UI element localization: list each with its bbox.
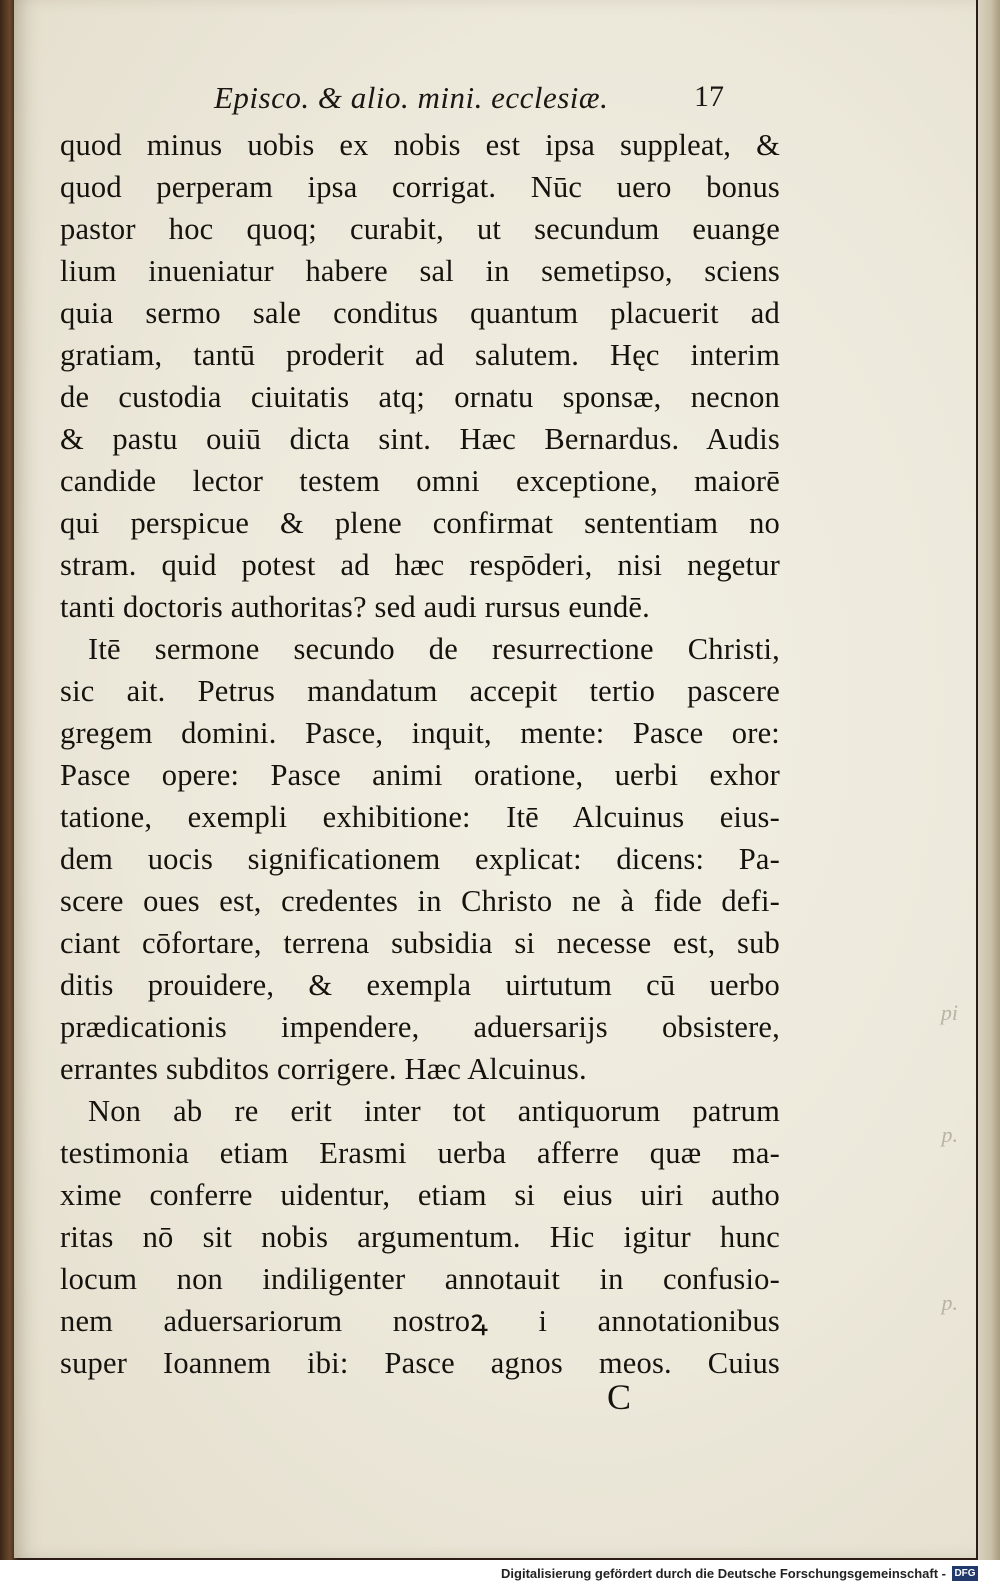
funding-credit: Digitalisierung gefördert durch die Deutsche Forschungsgemeinschaft -: [501, 1566, 946, 1581]
text-line: tatione, exempli exhibitione: Itē Alcuinus eius-: [60, 800, 780, 834]
page-header: [214, 80, 724, 124]
text-line: super Ioannem ibi: Pasce agnos meos. Cuius: [60, 1346, 780, 1380]
text-line: Pasce opere: Pasce animi oratione, uerbi exhor: [60, 758, 780, 792]
text-line: locum non indiligenter annotauit in confusio-: [60, 1262, 780, 1296]
text-line: ciant cōfortare, terrena subsidia si necesse est, sub: [60, 926, 780, 960]
text-line: gregem domini. Pasce, inquit, mente: Pasce ore:: [60, 716, 780, 750]
text-line: quod perperam ipsa corrigat. Nūc uero bonus: [60, 170, 780, 204]
page-number: 17: [694, 80, 724, 113]
text-line: de custodia ciuitatis atq; ornatu sponsæ, necnon: [60, 380, 780, 414]
text-line: pastor hoc quoq; curabit, ut secundum euange: [60, 212, 780, 246]
text-line: candide lector testem omni exceptione, maiorē: [60, 464, 780, 498]
text-line: nem aduersariorum nostroꝝ i annotationibus: [60, 1304, 780, 1338]
bleed-through-text: p.: [941, 1290, 958, 1315]
footer-bar: [0, 1560, 1000, 1588]
text-line: dem uocis significationem explicat: dicens: Pa-: [60, 842, 780, 876]
text-line: quia sermo sale conditus quantum placuerit ad: [60, 296, 780, 330]
bleed-through-text: pi: [940, 1000, 958, 1025]
text-line: stram. quid potest ad hæc respōderi, nisi negetur: [60, 548, 780, 582]
text-line: quod minus uobis ex nobis est ipsa suppleat, &: [60, 128, 780, 162]
text-line: Itē sermone secundo de resurrectione Christi,: [88, 632, 780, 666]
signature-mark: C: [607, 1377, 632, 1417]
text-line: xime conferre uidentur, etiam si eius uiri autho: [60, 1178, 780, 1212]
text-line: tanti doctoris authoritas? sed audi rursus eundē.: [60, 590, 650, 624]
text-line: ritas nō sit nobis argumentum. Hic igitur hunc: [60, 1220, 780, 1254]
text-line: scere oues est, credentes in Christo ne à fide defi-: [60, 884, 780, 918]
dfg-logo-icon: DFG: [952, 1566, 978, 1581]
text-line: lium inueniatur habere sal in semetipso, sciens: [60, 254, 780, 288]
text-line: sic ait. Petrus mandatum accepit tertio pascere: [60, 674, 780, 708]
text-line: Non ab re erit inter tot antiquorum patrum: [88, 1094, 780, 1128]
running-title: Episco. & alio. mini. ecclesiæ.: [214, 80, 609, 115]
text-line: errantes subditos corrigere. Hæc Alcuinus.: [60, 1052, 587, 1086]
text-line: testimonia etiam Erasmi uerba afferre quæ ma-: [60, 1136, 780, 1170]
text-line: & pastu ouiū dicta sint. Hæc Bernardus. Audis: [60, 422, 780, 456]
text-line: gratiam, tantū proderit ad salutem. Hęc interim: [60, 338, 780, 372]
page-fore-edge: [978, 0, 1000, 1560]
book-page: [14, 0, 976, 1558]
bleed-through-text: p.: [941, 1122, 958, 1147]
text-line: qui perspicue & plene confirmat sententiam no: [60, 506, 780, 540]
body-text: [60, 124, 780, 1384]
text-line: ditis prouidere, & exempla uirtutum cū uerbo: [60, 968, 780, 1002]
text-line: prædicationis impendere, aduersarijs obsistere,: [60, 1010, 780, 1044]
